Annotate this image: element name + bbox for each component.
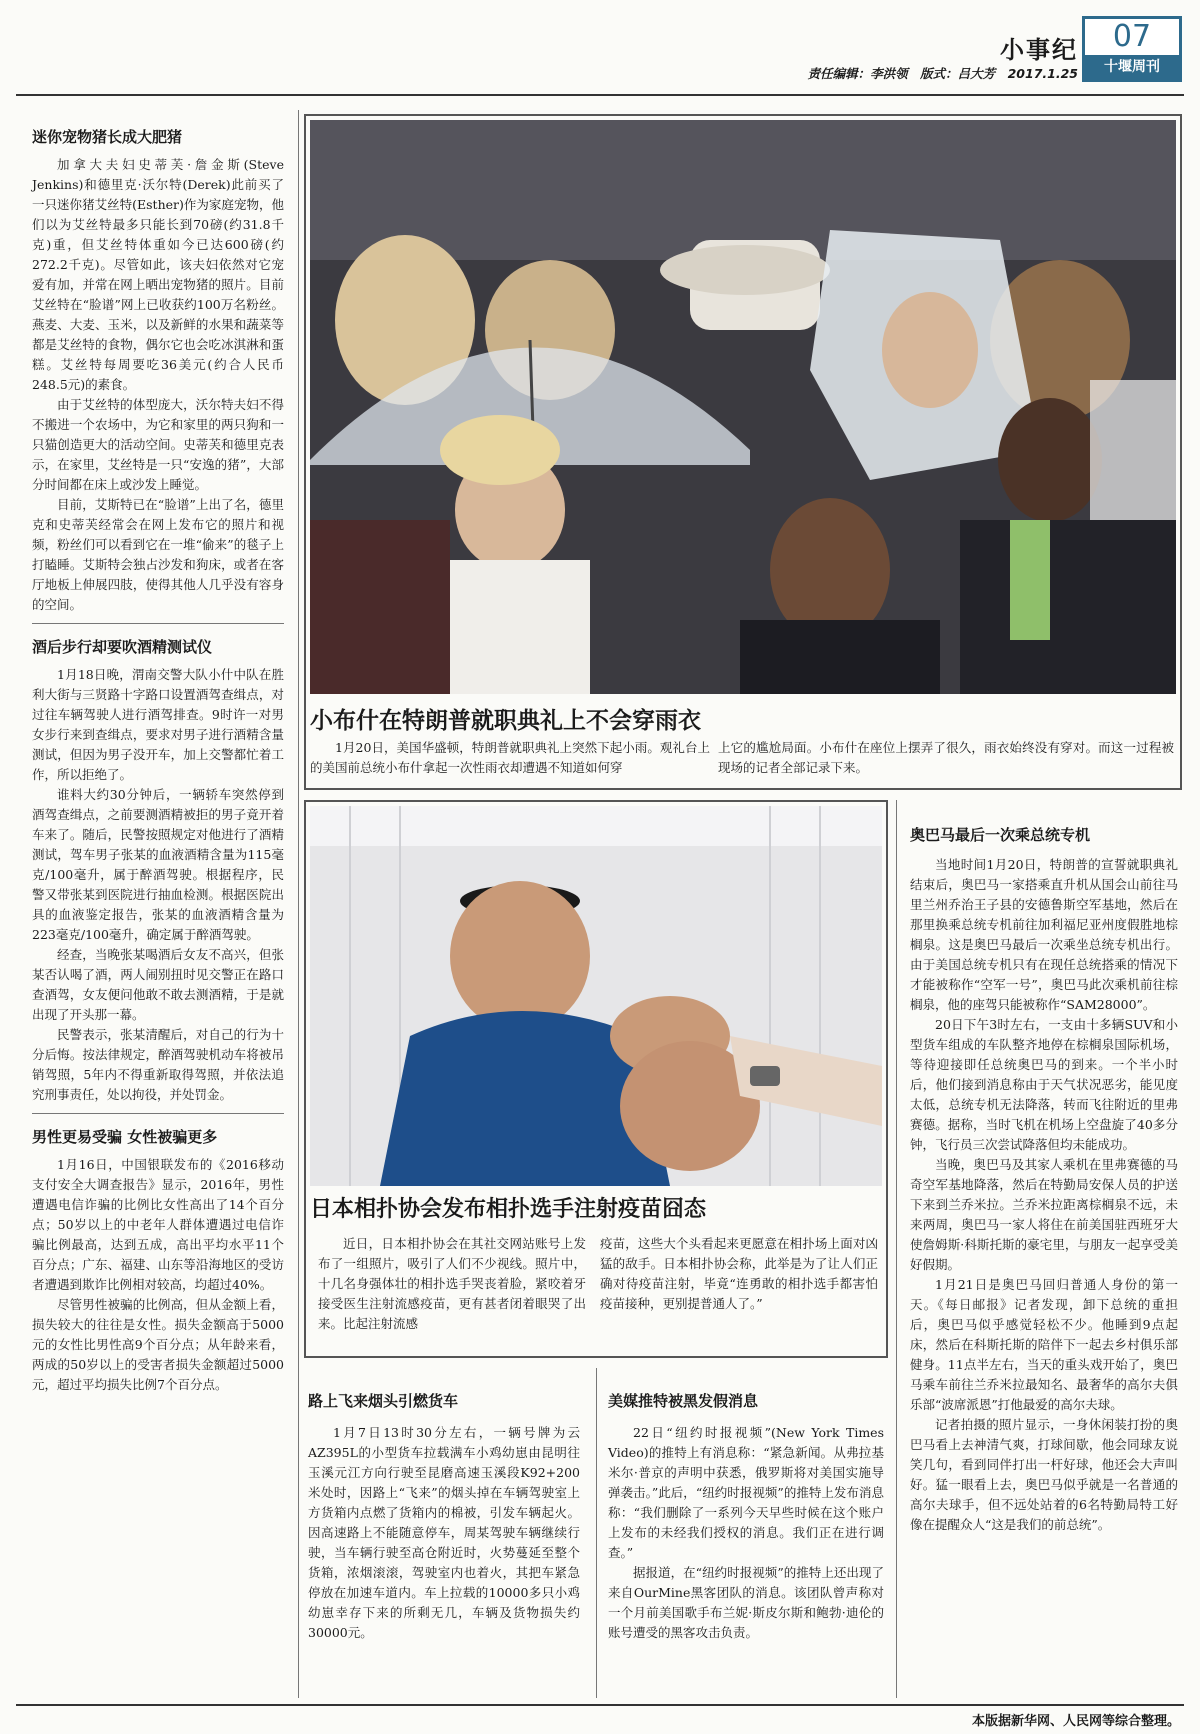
source-note: 本版据新华网、人民网等综合整理。 (971, 1714, 1180, 1729)
top-story-text-left: 1月20日，美国华盛顿，特朗普就职典礼上突然下起小雨。观礼台上的美国前总统小布什拿起一次性雨衣却遭遇不知道如何穿 (310, 740, 710, 775)
article-title-drunk: 酒后步行却要吹酒精测试仪 (32, 638, 213, 656)
obama-story (904, 800, 1182, 1698)
paragraph: 1月16日，中国银联发布的《2016移动支付安全大调查报告》显示，2016年，男性遭遇电信诈骗的比例比女性高出了14个百分点；50岁以上的中老年人群体遭遇过电信诈骗比例最高，达到五成，高出平均水平11个百分点；广东、福建、山东等沿海地区的受访者遭遇到欺诈比例相对较高，均超过40%。 (32, 1157, 284, 1292)
inauguration-photo-image (310, 120, 1176, 694)
footer-rule (16, 1704, 1184, 1706)
paragraph: 1月18日晚，渭南交警大队小什中队在胜利大街与三贤路十字路口设置酒驾查缉点，对过往车辆驾驶人进行酒驾排查。9时许一对男女步行来到查缉点，要求对男子进行酒精含量测试，但因为男子没开车，加上交警都忙着工作，所以拒绝了。 (32, 667, 284, 782)
divider (32, 1113, 284, 1114)
paragraph: 民警表示，张某清醒后，对自己的行为十分后悔。按法律规定，醉酒驾驶机动车将被吊销驾照，5年内不得重新取得驾照，并依法追究刑事责任，处以拘役，并处罚金。 (32, 1027, 284, 1102)
sumo-story-title: 日本相扑协会发布相扑选手注射疫苗囧态 (310, 1197, 707, 1222)
sumo-text-left: 近日，日本相扑协会在其社交网站账号上发布了一组照片，吸引了人们不少视线。照片中，十几名身强体壮的相扑选手哭丧着脸，紧咬着牙接受医生注射流感疫苗，更有甚者闭着眼哭了出来。比起注射流感 (318, 1236, 586, 1331)
obama-body (904, 855, 1182, 1535)
paragraph: 22日“纽约时报视频”(New York Times Video)的推特上有消息称：“紧急新闻。从弗拉基米尔·普京的声明中获悉，俄罗斯将对美国实施导弹袭击。”此后，“纽约时报视频”的推特上发布消息称：“我们删除了一系列今天早些时候在这个账户上发布的未经我们授权的消息。我们正在进行调查。” (608, 1425, 884, 1560)
editor-credits: 责任编辑：李洪领 版式：吕大芳 2017.1.25 (807, 66, 1078, 81)
article-body-drunk (18, 665, 294, 1105)
paragraph: 经查，当晚张某喝酒后女友不高兴，但张某否认喝了酒，两人闹别扭时见交警正在路口查酒驾，女友便问他敢不敢去测酒精，于是就出现了开头那一幕。 (32, 947, 284, 1022)
article-title-pig: 迷你宠物猪长成大肥猪 (32, 128, 183, 146)
divider (32, 623, 284, 624)
top-story-panel (304, 114, 1182, 790)
page-number: 07 (1112, 19, 1152, 54)
obama-title: 奥巴马最后一次乘总统专机 (910, 826, 1091, 844)
paragraph: 1月21日是奥巴马回归普通人身份的第一天。《每日邮报》记者发现，卸下总统的重担后，奥巴马似乎感觉轻松不少。他睡到9点起床，然后在科斯托斯的陪伴下一起去乡村俱乐部健身。11点半左右，当天的重头戏开始了，奥巴马乘车前往兰乔米拉最知名、最奢华的高尔夫俱乐部“波席派恩”打他最爱的高尔夫球。 (910, 1277, 1178, 1412)
sumo-story-panel (304, 800, 888, 1358)
firecracker-story (304, 1368, 588, 1698)
inauguration-photo (310, 120, 1176, 694)
paragraph: 当晚，奥巴马及其家人乘机在里弗赛德的马奇空军基地降落，然后在特勤局安保人员的护送下来到兰乔米拉。兰乔米拉距离棕榈泉不远，未来两周，奥巴马一家人将住在前美国驻西班牙大使詹姆斯·科斯托斯的豪宅里，与朋友一起享受美好假期。 (910, 1157, 1178, 1272)
column-rule (596, 1368, 597, 1698)
paragraph: 加拿大夫妇史蒂芙·詹金斯(Steve Jenkins)和德里克·沃尔特(Derek)此前买了一只迷你猪艾丝特(Esther)作为家庭宠物，他们以为艾丝特最多只能长到70磅(约31.8千克)重，但艾丝特体重如今已达600磅(约272.2千克)。尽管如此，该夫妇依然对它宠爱有加，并常在网上晒出宠物猪的照片。目前艾丝特在“脸谱”网上已收获约100万名粉丝。燕麦、大麦、玉米，以及新鲜的水果和蔬菜等都是艾丝特的食物，偶尔它也会吃冰淇淋和蛋糕。艾丝特每周要吃36美元(约合人民币248.5元)的素食。 (32, 157, 284, 392)
article-body-fraud (18, 1155, 294, 1395)
paragraph: 由于艾丝特的体型庞大，沃尔特夫妇不得不搬进一个农场中，为它和家里的两只狗和一只猫创造更大的活动空间。史蒂芙和德里克表示，在家里，艾丝特是一只“安逸的猪”，大部分时间都在床上或沙发上睡觉。 (32, 397, 284, 492)
paragraph: 谁料大约30分钟后，一辆轿车突然停到酒驾查缉点，之前要测酒精被拒的男子竟开着车来了。随后，民警按照规定对他进行了酒精测试，驾车男子张某的血液酒精含量为115毫克/100毫升，属于醉酒驾驶。根据程序，民警又带张某到医院进行抽血检测。根据医院出具的血液鉴定报告，张某的血液酒精含量为223毫克/100毫升，确定属于醉酒驾驶。 (32, 787, 284, 942)
sumo-photo (310, 806, 882, 1186)
paragraph: 记者拍摄的照片显示，一身休闲装打扮的奥巴马看上去神清气爽，打球间歇，他会同球友说笑几句，看到同伴打出一杆好球，他还会大声叫好。猛一眼看上去，奥巴马似乎就是一名普通的高尔夫球手，但不远处站着的6名特勤局特工好像在提醒众人“这是我们的前总统”。 (910, 1417, 1178, 1532)
sumo-text-right: 疫苗，这些大个头看起来更愿意在相扑场上面对凶猛的敌手。日本相扑协会称，此举是为了让人们正确对待疫苗注射，毕竟“连勇敢的相扑选手都害怕疫苗接种，更别提普通人了。” (600, 1236, 878, 1311)
left-column (18, 110, 294, 1698)
article-body-pig (18, 155, 294, 615)
paragraph: 目前，艾斯特已在“脸谱”上出了名，德里克和史蒂芙经常会在网上发布它的照片和视频，粉丝们可以看到它在一堆“偷来”的毯子上打瞌睡。艾斯特会独占沙发和狗床，或者在客厅地板上伸展四肢，使得其他人几乎没有容身的空间。 (32, 497, 284, 612)
header-rule (16, 94, 1184, 96)
nyt-story (604, 1368, 888, 1698)
column-rule (896, 800, 897, 1698)
column-rule (298, 110, 299, 1698)
top-story-text-right: 上它的尴尬局面。小布什在座位上摆弄了很久，雨衣始终没有穿对。而这一过程被现场的记者全部记录下来。 (718, 740, 1174, 775)
top-story-title: 小布什在特朗普就职典礼上不会穿雨衣 (310, 708, 701, 734)
paper-name: 十堰周刊 (1085, 55, 1179, 79)
paragraph: 据报道，在“纽约时报视频”的推特上还出现了来自OurMine黑客团队的消息。该团队曾声称对一个月前美国歌手布兰妮·斯皮尔斯和鲍勃·迪伦的账号遭受的黑客攻击负责。 (608, 1565, 884, 1640)
firecracker-title: 路上飞来烟头引燃货车 (308, 1392, 459, 1410)
article-title-fraud: 男性更易受骗 女性被骗更多 (32, 1128, 218, 1146)
nyt-title: 美媒推特被黑发假消息 (608, 1392, 759, 1410)
paragraph: 尽管男性被骗的比例高，但从金额上看，损失较大的往往是女性。损失金额高于5000元的女性比男性高9个百分点；从年龄来看，两成的50岁以上的受害者损失金额超过5000元，超过平均损失比例7个百分点。 (32, 1297, 284, 1392)
nyt-body (604, 1423, 888, 1643)
paragraph: 20日下午3时左右，一支由十多辆SUV和小型货车组成的车队整齐地停在棕榈泉国际机场，等待迎接即任总统奥巴马的到来。一个半小时后，他们接到消息称由于天气状况恶劣，能见度太低，总统专机无法降落，转而飞往附近的里弗赛德。据称，当时飞机在机场上空盘旋了40多分钟，飞行员三次尝试降落但均未能成功。 (910, 1017, 1178, 1152)
masthead-box (1082, 16, 1182, 82)
section-title: 小事纪 (1000, 36, 1078, 64)
paragraph: 当地时间1月20日，特朗普的宣誓就职典礼结束后，奥巴马一家搭乘直升机从国会山前往马里兰州乔治王子县的安德鲁斯空军基地，然后在那里换乘总统专机前往加利福尼亚州度假胜地棕榈泉。这是奥巴马最后一次乘坐总统专机出行。由于美国总统专机只有在现任总统搭乘的情况下才能被称作“空军一号”，奥巴马此次乘机前往棕榈泉，他的座驾只能被称作“SAM28000”。 (910, 857, 1178, 1012)
sumo-photo-image (310, 806, 882, 1186)
firecracker-body: 1月7日13时30分左右，一辆号牌为云AZ395L的小型货车拉载满车小鸡幼崽由昆明往玉溪元江方向行驶至昆磨高速玉溪段K92+200米处时，因路上“飞来”的烟头掉在车辆驾驶室上方货箱内点燃了货箱内的棉被，引发车辆起火。因高速路上不能随意停车，周某驾驶车辆继续行驶，当车辆行驶至高仓附近时，火势蔓延至整个货箱，浓烟滚滚，驾驶室内也着火，其把车紧急停放在加速车道内。车上拉载的10000多只小鸡幼崽幸存下来的所剩无几，车辆及货物损失约30000元。 (308, 1425, 580, 1640)
